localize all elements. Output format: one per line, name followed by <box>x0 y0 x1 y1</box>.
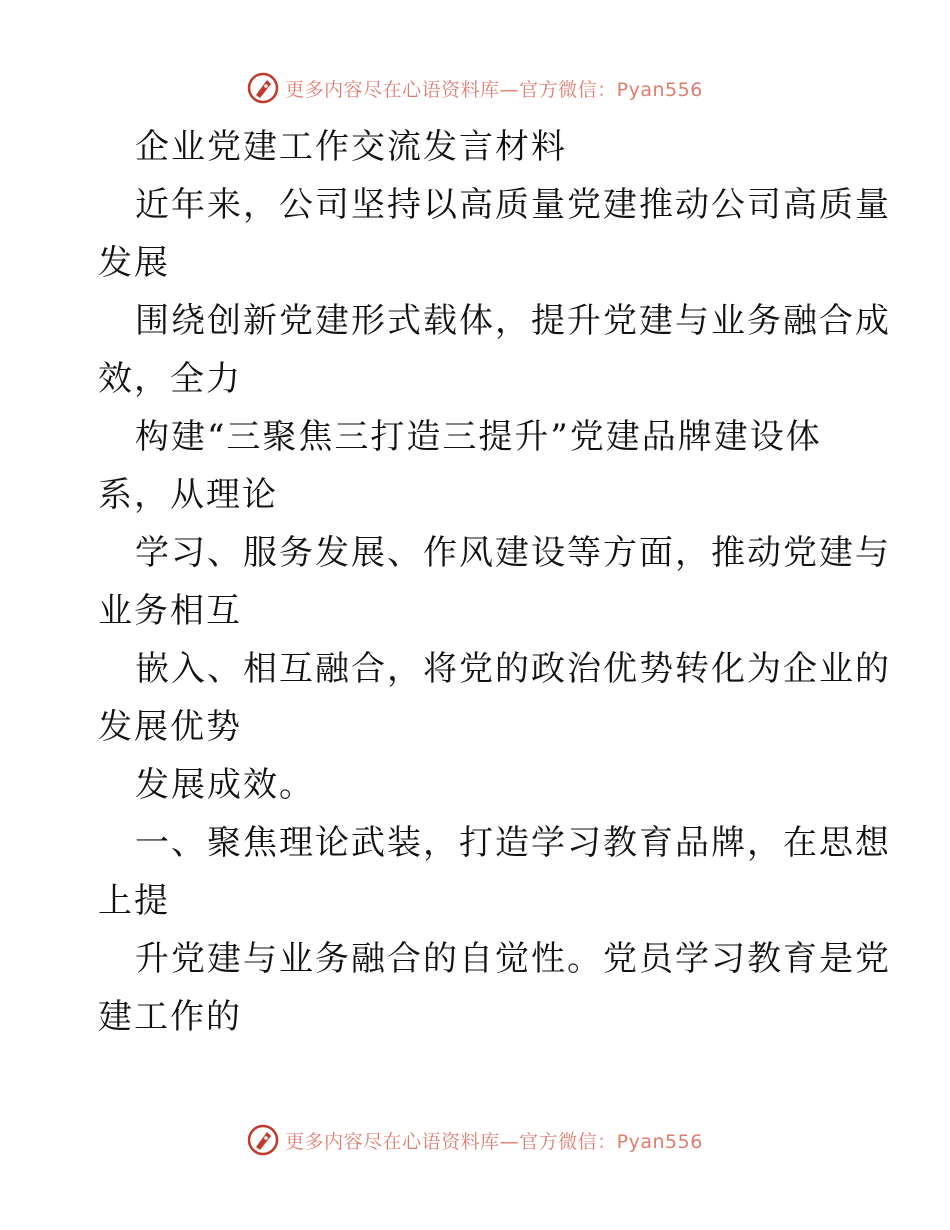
text-line: 发展成效。 <box>135 765 315 805</box>
text-line: 效，全力 <box>98 359 242 399</box>
watermark-text: 更多内容尽在心语资料库—官方微信：Pyan556 <box>285 78 703 101</box>
text-line: 建工作的 <box>98 997 242 1037</box>
text-line: 业务相互 <box>98 591 242 631</box>
watermark-header <box>0 68 950 108</box>
text-line: 发展优势 <box>98 707 242 747</box>
text-line: 发展 <box>98 243 170 283</box>
text-line: 学习、服务发展、作风建设等方面，推动党建与 <box>135 533 891 573</box>
text-line: 企业党建工作交流发言材料 <box>135 127 567 167</box>
text-line: 升党建与业务融合的自觉性。党员学习教育是党 <box>135 939 891 979</box>
pen-nib-icon <box>247 72 279 104</box>
text-line: 围绕创新党建形式载体，提升党建与业务融合成 <box>135 301 891 341</box>
pen-nib-icon <box>247 1124 279 1156</box>
text-line: 一、聚焦理论武装，打造学习教育品牌，在思想 <box>135 823 891 863</box>
watermark-text: 更多内容尽在心语资料库—官方微信：Pyan556 <box>285 1130 703 1153</box>
watermark-footer <box>0 1120 950 1160</box>
text-line: 系，从理论 <box>98 475 278 515</box>
document-body <box>98 118 891 1046</box>
text-line: 构建“三聚焦三打造三提升”党建品牌建设体 <box>135 417 822 457</box>
text-line: 嵌入、相互融合，将党的政治优势转化为企业的 <box>135 649 891 689</box>
text-line: 上提 <box>98 881 170 921</box>
text-line: 近年来，公司坚持以高质量党建推动公司高质量 <box>135 185 891 225</box>
